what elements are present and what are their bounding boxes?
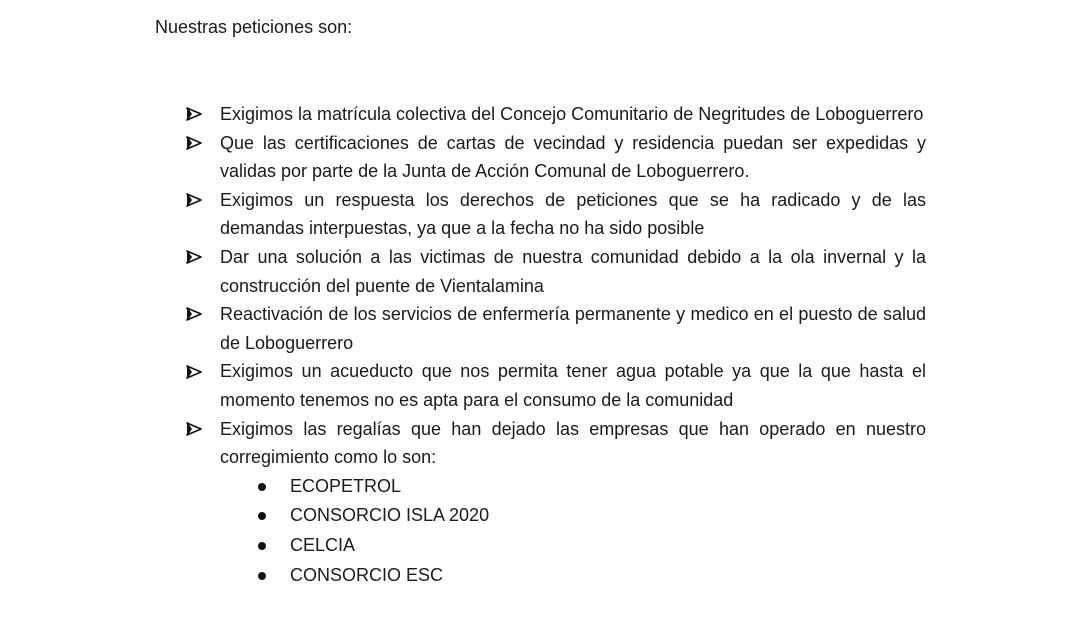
petitions-list [186,100,926,590]
company-item [220,531,926,561]
arrowhead-bullet-icon [186,300,204,329]
arrowhead-bullet-icon [186,186,204,215]
company-item [220,472,926,502]
petition-text: Exigimos un acueducto que nos permita tener agua potable ya que la que hasta el momento tenemos no es apta para el consumo de la comunidad [220,361,926,410]
petition-item [186,129,926,186]
petition-text: Dar una solución a las victimas de nuestra comunidad debido a la ola invernal y la construcción del puente de Vientalamina [220,246,926,296]
petition-item [186,415,926,591]
round-bullet-icon [258,483,266,491]
companies-list [220,472,926,590]
petition-item [186,357,926,414]
company-item [220,561,926,591]
round-bullet-icon [258,542,266,550]
arrowhead-bullet-icon [186,357,204,386]
petition-text: Exigimos la matrícula colectiva del Concejo Comunitario de Negritudes de Loboguerrero [220,104,924,124]
round-bullet-icon [258,572,266,580]
company-name: CELCIA [290,534,356,555]
round-bullet-icon [258,512,266,520]
company-name: ECOPETROL [290,475,402,496]
company-name: CONSORCIO ISLA 2020 [290,505,490,526]
intro-heading: Nuestras peticiones son: [155,17,353,37]
company-item [220,501,926,531]
petition-text: Que las certificaciones de cartas de vecindad y residencia puedan ser expedidas y validas por parte de la Junta de Acción Comunal de Loboguerrero. [220,132,926,182]
arrowhead-bullet-icon [186,129,204,158]
petition-item [186,300,926,357]
petition-item [186,186,926,243]
petition-item [186,100,926,129]
petition-text: Reactivación de los servicios de enfermería permanente y medico en el puesto de salud de Loboguerrero [220,304,926,353]
petition-item [186,243,926,300]
arrowhead-bullet-icon [186,415,204,444]
petition-text: Exigimos las regalías que han dejado las empresas que han operado en nuestro corregimiento como lo son: [220,418,926,468]
arrowhead-bullet-icon [186,100,204,129]
company-name: CONSORCIO ESC [290,564,444,585]
arrowhead-bullet-icon [186,243,204,272]
petition-text: Exigimos un respuesta los derechos de peticiones que se ha radicado y de las demandas interpuestas, ya que a la fecha no ha sido posible [220,189,926,239]
